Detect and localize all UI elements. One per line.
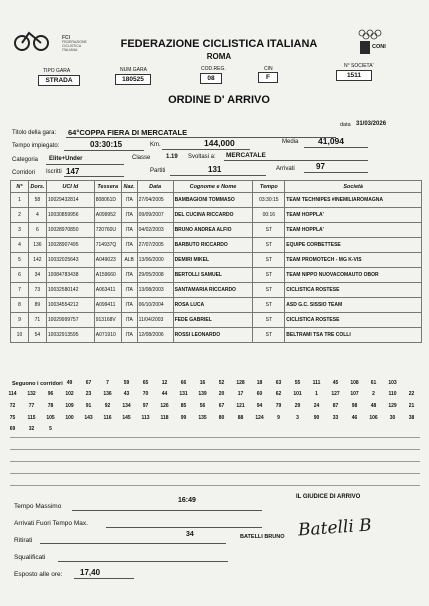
- follower-bib: 22: [408, 391, 415, 398]
- race-class: 1.19: [166, 154, 178, 160]
- cell-position: 5: [11, 253, 29, 268]
- cell-nationality: ITA: [121, 298, 137, 313]
- table-row: [11, 268, 422, 283]
- followers-table: [3, 377, 421, 435]
- race-location: MERCATALE: [226, 152, 266, 159]
- cell-uci-id: 10029432814: [46, 193, 94, 208]
- follower-bib: 145: [122, 414, 131, 421]
- follower-bib: 67: [85, 379, 92, 386]
- race-km: 144,000: [204, 138, 235, 148]
- cell-time: ST: [253, 313, 285, 328]
- cell-nationality: ITA: [121, 193, 137, 208]
- follower-bib: 16: [199, 379, 206, 386]
- follower-bib: 5: [49, 426, 52, 433]
- cell-position: 9: [11, 313, 29, 328]
- esposto-time: 17,40: [80, 568, 101, 577]
- cell-team: ASD G.C. SISSIO TEAM: [285, 298, 422, 313]
- follower-bib: 121: [236, 402, 245, 409]
- cell-rider-name: SANTAMARIA RICCARDO: [173, 283, 253, 298]
- cell-team: EQUIPE CORBETTESE: [285, 238, 422, 253]
- follower-bib: 143: [84, 414, 93, 421]
- cell-rider-name: DEL CUCINA RICCARDO: [173, 208, 253, 223]
- cell-rider-name: FEDE GABRIEL: [173, 313, 253, 328]
- follower-bib: 72: [9, 402, 16, 409]
- col-header: Tempo: [253, 181, 285, 193]
- coni-shield-icon: [360, 41, 370, 54]
- follower-bib: 70: [142, 391, 149, 398]
- follower-bib: 21: [408, 402, 415, 409]
- cell-team: TEAM PROMOTECH - MG K-VIS: [285, 253, 422, 268]
- judge-label: IL GIUDICE DI ARRIVO: [296, 494, 361, 500]
- followers-row: [3, 400, 421, 412]
- follower-bib: 85: [180, 402, 187, 409]
- ritirati-count: 34: [186, 531, 194, 538]
- cell-bib: 34: [28, 268, 46, 283]
- follower-bib: 56: [199, 402, 206, 409]
- follower-bib: 128: [236, 379, 245, 386]
- cell-nationality: ALB: [121, 253, 137, 268]
- cell-time: ST: [253, 283, 285, 298]
- cell-birth-date: 11/04/2003: [137, 313, 173, 328]
- followers-label: Seguono i corridori: [12, 381, 63, 387]
- cell-time: ST: [253, 268, 285, 283]
- cod-reg-box: 08: [200, 73, 222, 84]
- cell-bib: 4: [28, 208, 46, 223]
- cell-birth-date: 12/08/2006: [137, 328, 173, 343]
- follower-bib: 29: [294, 402, 301, 409]
- follower-bib: 77: [28, 402, 35, 409]
- col-header: Data: [137, 181, 173, 193]
- follower-bib: 107: [350, 391, 359, 398]
- cell-bib: 142: [28, 253, 46, 268]
- cell-birth-date: 27/04/2005: [137, 193, 173, 208]
- cell-license: A071910: [94, 328, 121, 343]
- cell-position: 2: [11, 208, 29, 223]
- cell-birth-date: 27/07/2005: [137, 238, 173, 253]
- follower-bib: 127: [331, 391, 340, 398]
- follower-bib: 65: [142, 379, 149, 386]
- cell-uci-id: 10084783438: [46, 268, 94, 283]
- follower-bib: 59: [123, 379, 130, 386]
- follower-bib: [3, 377, 22, 389]
- olympic-rings-icon: [358, 29, 382, 41]
- follower-bib: 139: [198, 391, 207, 398]
- race-title-label: Titolo della gara:: [12, 130, 57, 136]
- cell-birth-date: 13/08/2003: [137, 283, 173, 298]
- follower-bib: 18: [256, 379, 263, 386]
- followers-row: [3, 423, 421, 435]
- col-header: N°: [11, 181, 29, 193]
- cell-birth-date: 06/10/2004: [137, 298, 173, 313]
- follower-bib: 101: [293, 391, 302, 398]
- follower-bib: 52: [218, 379, 225, 386]
- num-gara-box: 180525: [115, 74, 151, 85]
- table-row: [11, 253, 422, 268]
- follower-bib: 134: [122, 402, 131, 409]
- followers-row: [3, 389, 421, 401]
- follower-bib: [22, 377, 41, 389]
- cell-rider-name: BARBUTO RICCARDO: [173, 238, 253, 253]
- follower-bib: 78: [47, 402, 54, 409]
- cell-nationality: ITA: [121, 238, 137, 253]
- follower-bib: 63: [275, 379, 282, 386]
- cell-nationality: ITA: [121, 328, 137, 343]
- riders-arrived: 97: [316, 162, 325, 171]
- follower-bib: 98: [351, 402, 358, 409]
- cell-time: 00:16: [253, 208, 285, 223]
- cell-uci-id: 10028907495: [46, 238, 94, 253]
- follower-bib: 75: [9, 414, 16, 421]
- cell-bib: 136: [28, 238, 46, 253]
- riders-started: 131: [208, 165, 222, 174]
- follower-bib: 129: [388, 402, 397, 409]
- follower-bib: 1: [315, 391, 318, 398]
- cell-birth-date: 04/02/2003: [137, 223, 173, 238]
- follower-bib: 106: [369, 414, 378, 421]
- follower-bib: 23: [85, 391, 92, 398]
- follower-bib: 115: [27, 414, 36, 421]
- follower-bib: 135: [198, 414, 207, 421]
- follower-bib: 60: [256, 391, 263, 398]
- follower-bib: 87: [332, 402, 339, 409]
- cell-license: 913168V: [94, 313, 121, 328]
- follower-bib: 88: [237, 414, 244, 421]
- cell-bib: 71: [28, 313, 46, 328]
- follower-bib: 90: [313, 414, 320, 421]
- cell-position: 4: [11, 238, 29, 253]
- cell-time: ST: [253, 328, 285, 343]
- follower-bib: 3: [296, 414, 299, 421]
- col-header: Naz.: [121, 181, 137, 193]
- cell-team: CICLISTICA ROSTESE: [285, 313, 422, 328]
- follower-bib: 80: [218, 414, 225, 421]
- follower-bib: 43: [123, 391, 130, 398]
- result-sheet: FCI FEDERAZIONE CICLISTICA ITALIANA FEDERAZIONE CICLISTICA ITALIANA ROMA CONI TIPO GARA STRADA NUM.GARA 180525 COD.REG. 08 CIN F N° SOCIETA' 1511 ORDINE D' ARRIVO Titolo della gara: 64°COPPA FIERA DI MERCATALE data 31/03/2026 Tempo impiegato: 03:30:15 Km. 144,000 Media 41,094 Categoria Elite+Under Classe 1.19 Svoltasi a: MERCATALE Corridori Iscritti 147 Partiti 131 Arrivati 97 N° Dors. UCI Id Tessera Naz. Data Cognome e Nome Tempo Società 1 58 10029432814 808061D ITA 27/04/2005 BAMBAGIONI TOMMASO 03:30:15 TEAM TECHNIPES #INEMILIAROMAGNA 2 4 10030859956 A099952 ITA 09/09/2007 DEL CUCINA RICCARDO 00:16 TEAM HOPPLA' 3 6 10028970850 720760U ITA 04/02/2003 BRUNO ANDREA ALFIO ST TEAM HOPPLA' 4 136 10028907495 714937Q ITA 27/07/2005 BARBUTO RICCARDO ST EQUIPE CORBETTESE 5 142 10032025643 A049023 ALB 13/06/2000 DEMIRI MIKEL ST TEAM PROMOTECH - MG K-VIS 6 34 10084783438 A159660 ITA 29/05/2008 BERTOLLI SAMUEL ST TEAM NIPPO NUOVACOMAUTO OBOR 7 73 10032580142 A063411 ITA 13/08/2003 SANTAMARIA RICCARDO ST CICLISTICA ROSTESE 8 89 10034554212 A099411 ITA 06/10/2004 ROSA LUCA ST ASD G.C. SISSIO TEAM 9 71 10029999757 913168V ITA 11/04/2003 FEDE GABRIEL ST CICLISTICA ROSTESE 10 54 10032913595 A071910 ITA 12/08/2006 ROSSI LEONARDO ST BELTRAMI TSA TRE COLLI Seguono i corridori 49 67 7 59 65 12 66 16 52 128 18 63 55 111 45 108 61 103 114 132 96 102 23 136 43 70 44 131 139 20 17 60 62 101 1 127 107 2 110 22 72 77 78 109 91 92 134 97 126 85 56 67 121 94 79 29 24 87 98 48 129 21 75 115 105 100 143 116 145 113 118 99 135 80 88 124 9 3 90 33 46 106 30 38 69 32 5 Tempo Massimo 16:49 Arrivati Fuori Tempo Max. Ritirati 34 Squalificati Esposto alle ore: 17,40 IL GIUDICE DI ARRIVO BATELLI BRUNO Batelli B: [0, 0, 429, 606]
- cell-time: ST: [253, 238, 285, 253]
- follower-bib: 33: [332, 414, 339, 421]
- follower-bib: 126: [160, 402, 169, 409]
- follower-bib: 111: [312, 379, 321, 386]
- cell-license: A159660: [94, 268, 121, 283]
- follower-bib: 131: [179, 391, 188, 398]
- tempo-massimo: 16:49: [178, 497, 196, 504]
- cell-time: ST: [253, 253, 285, 268]
- table-row: [11, 193, 422, 208]
- race-time: 03:30:15: [90, 140, 123, 149]
- follower-bib: 114: [8, 391, 17, 398]
- cell-position: 10: [11, 328, 29, 343]
- follower-bib: 108: [350, 379, 359, 386]
- follower-bib: 100: [65, 414, 74, 421]
- table-row: [11, 208, 422, 223]
- cell-birth-date: 29/05/2008: [137, 268, 173, 283]
- cell-license: A063411: [94, 283, 121, 298]
- cell-bib: 54: [28, 328, 46, 343]
- cell-time: ST: [253, 298, 285, 313]
- follower-bib: 124: [255, 414, 264, 421]
- cell-birth-date: 09/09/2007: [137, 208, 173, 223]
- follower-bib: [41, 377, 60, 389]
- cell-nationality: ITA: [121, 208, 137, 223]
- table-row: [11, 298, 422, 313]
- follower-bib: 136: [103, 391, 112, 398]
- follower-bib: 46: [351, 414, 358, 421]
- follower-bib: 92: [104, 402, 111, 409]
- coni-logo: CONI: [358, 28, 398, 58]
- cell-bib: 73: [28, 283, 46, 298]
- follower-bib: 116: [103, 414, 112, 421]
- race-date: 31/03/2026: [356, 121, 387, 127]
- cell-position: 6: [11, 268, 29, 283]
- city: ROMA: [206, 52, 232, 61]
- riders-enrolled: 147: [66, 167, 80, 176]
- cell-license: A049023: [94, 253, 121, 268]
- follower-bib: 79: [275, 402, 282, 409]
- col-header: UCI Id: [46, 181, 94, 193]
- follower-bib: 94: [256, 402, 263, 409]
- tipo-gara-box: STRADA: [38, 75, 80, 86]
- judge-signature: Batelli B: [297, 515, 373, 541]
- col-header: Dors.: [28, 181, 46, 193]
- cell-team: CICLISTICA ROSTESE: [285, 283, 422, 298]
- follower-bib: 2: [372, 391, 375, 398]
- cell-time: ST: [253, 223, 285, 238]
- follower-bib: 113: [141, 414, 150, 421]
- follower-bib: 45: [332, 379, 339, 386]
- federation-title: FEDERAZIONE CICLISTICA ITALIANA: [120, 38, 318, 50]
- follower-bib: 97: [142, 402, 149, 409]
- followers-row: [3, 377, 421, 389]
- cell-birth-date: 13/06/2000: [137, 253, 173, 268]
- cell-time: 03:30:15: [253, 193, 285, 208]
- cell-team: TEAM TECHNIPES #INEMILIAROMAGNA: [285, 193, 422, 208]
- table-row: [11, 313, 422, 328]
- follower-bib: 96: [47, 391, 54, 398]
- cell-uci-id: 10032580142: [46, 283, 94, 298]
- col-header: Società: [285, 181, 422, 193]
- cell-position: 7: [11, 283, 29, 298]
- societa-box: 1511: [336, 70, 372, 81]
- fci-logo: [12, 30, 52, 56]
- follower-bib: 102: [65, 391, 74, 398]
- follower-bib: 48: [370, 402, 377, 409]
- cell-uci-id: 10034554212: [46, 298, 94, 313]
- follower-bib: 99: [180, 414, 187, 421]
- follower-bib: 118: [160, 414, 169, 421]
- cell-nationality: ITA: [121, 268, 137, 283]
- race-average: 41,094: [318, 136, 344, 146]
- table-row: [11, 328, 422, 343]
- cell-rider-name: ROSA LUCA: [173, 298, 253, 313]
- cell-bib: 89: [28, 298, 46, 313]
- follower-bib: 24: [313, 402, 320, 409]
- follower-bib: 105: [46, 414, 55, 421]
- follower-bib: 91: [85, 402, 92, 409]
- cell-rider-name: BRUNO ANDREA ALFIO: [173, 223, 253, 238]
- follower-bib: 103: [388, 379, 397, 386]
- race-category: Elite+Under: [49, 156, 83, 162]
- bicycle-logo-icon: [12, 30, 52, 52]
- follower-bib: 132: [27, 391, 36, 398]
- followers-row: [3, 412, 421, 424]
- follower-bib: 55: [294, 379, 301, 386]
- table-row: [11, 238, 422, 253]
- table-row: [11, 283, 422, 298]
- follower-bib: 7: [106, 379, 109, 386]
- cell-uci-id: 10032025643: [46, 253, 94, 268]
- cell-uci-id: 10030859956: [46, 208, 94, 223]
- follower-bib: 69: [9, 426, 16, 433]
- race-title: 64°COPPA FIERA DI MERCATALE: [68, 128, 188, 137]
- cell-nationality: ITA: [121, 313, 137, 328]
- col-header: Tessera: [94, 181, 121, 193]
- cell-team: TEAM HOPPLA': [285, 208, 422, 223]
- follower-bib: 9: [277, 414, 280, 421]
- follower-bib: 67: [218, 402, 225, 409]
- follower-bib: 61: [370, 379, 377, 386]
- cell-uci-id: 10029999757: [46, 313, 94, 328]
- cell-bib: 58: [28, 193, 46, 208]
- cell-license: A099952: [94, 208, 121, 223]
- cell-nationality: ITA: [121, 223, 137, 238]
- follower-bib: 110: [388, 391, 397, 398]
- follower-bib: 20: [218, 391, 225, 398]
- table-row: [11, 223, 422, 238]
- follower-bib: 62: [275, 391, 282, 398]
- cell-bib: 6: [28, 223, 46, 238]
- cell-license: 720760U: [94, 223, 121, 238]
- follower-bib: 17: [237, 391, 244, 398]
- follower-bib: 49: [66, 379, 73, 386]
- cell-license: 808061D: [94, 193, 121, 208]
- cell-nationality: ITA: [121, 283, 137, 298]
- follower-bib: 44: [161, 391, 168, 398]
- cell-position: 3: [11, 223, 29, 238]
- follower-bib: 66: [180, 379, 187, 386]
- follower-bib: 32: [28, 426, 35, 433]
- results-table: [10, 180, 422, 343]
- cell-rider-name: BERTOLLI SAMUEL: [173, 268, 253, 283]
- cell-position: 1: [11, 193, 29, 208]
- cin-box: F: [258, 72, 278, 83]
- judge-name: BATELLI BRUNO: [240, 534, 285, 540]
- cell-position: 8: [11, 298, 29, 313]
- fci-logo-text: FCI FEDERAZIONE CICLISTICA ITALIANA: [62, 35, 87, 52]
- cell-license: A099411: [94, 298, 121, 313]
- cell-team: TEAM NIPPO NUOVACOMAUTO OBOR: [285, 268, 422, 283]
- cell-rider-name: DEMIRI MIKEL: [173, 253, 253, 268]
- cell-uci-id: 10028970850: [46, 223, 94, 238]
- follower-bib: 12: [161, 379, 168, 386]
- follower-bib: 38: [408, 414, 415, 421]
- cell-rider-name: BAMBAGIONI TOMMASO: [173, 193, 253, 208]
- results-header-row: [11, 181, 422, 193]
- cell-team: TEAM HOPPLA': [285, 223, 422, 238]
- cell-license: 714937Q: [94, 238, 121, 253]
- cell-rider-name: ROSSI LEONARDO: [173, 328, 253, 343]
- follower-bib: 109: [65, 402, 74, 409]
- cell-uci-id: 10032913595: [46, 328, 94, 343]
- document-title: ORDINE D' ARRIVO: [168, 94, 270, 106]
- col-header: Cognome e Nome: [173, 181, 253, 193]
- follower-bib: 30: [389, 414, 396, 421]
- cell-team: BELTRAMI TSA TRE COLLI: [285, 328, 422, 343]
